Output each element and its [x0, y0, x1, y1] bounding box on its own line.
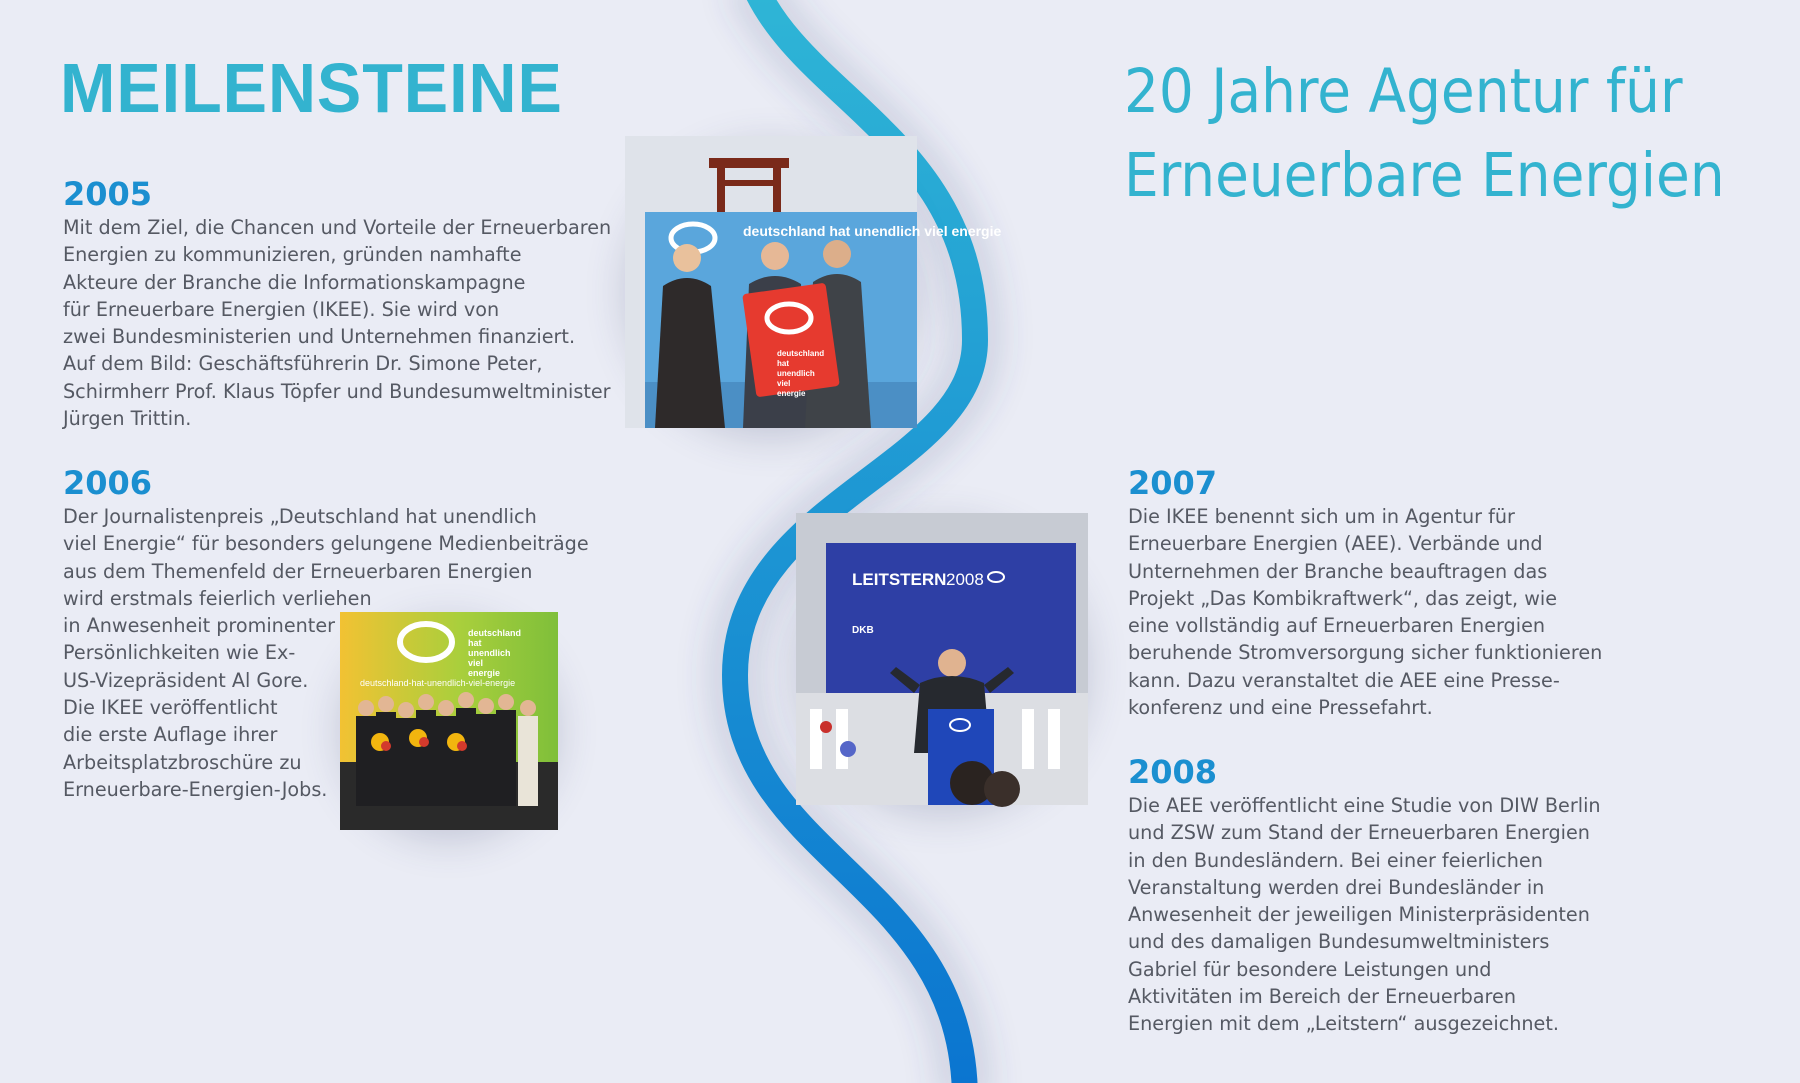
milestone-2008	[1128, 752, 1648, 1038]
title-line-1: 20 Jahre Agentur für	[1124, 56, 1683, 127]
sign-text-2005-4: viel	[777, 379, 791, 388]
milestone-text: Der Journalistenpreis „Deutschland hat unendlich viel Energie“ für besonders gelungene Medienbeiträge aus dem Themenfeld der Erneuerbaren Energien wird erstmals feierlich verliehen in Anwesenheit prominenter Persönlichkeiten wie Ex- US-Vizepräsident Al Gore. Die IKEE veröffentlicht die erste Auflage ihrer Arbeitsplatzbroschüre zu Erneuerbare-Energien-Jobs.	[63, 505, 589, 801]
milestone-2007	[1128, 463, 1648, 721]
title-line-2: Erneuerbare Energien	[1124, 140, 1725, 211]
milestone-text: Die AEE veröffentlicht eine Studie von DIW Berlin und ZSW zum Stand der Erneuerbaren Energien in den Bundesländern. Bei einer feierlichen Veranstaltung werden drei Bundesländer in Anwesenheit der jeweiligen Ministerpräsidenten und des damaligen Bundesumweltministers Gabriel für besondere Leistungen und Aktivitäten im Bereich der Erneuerbaren Energien mit dem „Leitstern“ ausgezeichnet.	[1128, 794, 1601, 1036]
milestone-year: 2006	[63, 464, 153, 502]
milestone-year: 2005	[63, 175, 153, 213]
page-headline: MEILENSTEINE	[60, 49, 563, 127]
page-title	[1124, 50, 1725, 218]
milestone-2005	[63, 174, 653, 432]
sign-text-2006-1: deutschland	[468, 628, 522, 638]
floor-text-2006: deutschland-hat-unendlich-viel-energie	[360, 678, 516, 688]
banner-text-2005: deutschland hat unendlich viel energie	[743, 223, 1002, 239]
sign-text-2006-5: energie	[468, 668, 501, 678]
sign-text-2006-4: viel	[468, 658, 484, 668]
milestone-text: Die IKEE benennt sich um in Agentur für Erneuerbare Energien (AEE). Verbände und Unternehmen der Branche beauftragen das Projekt „Das Kombikraftwerk“, das zeigt, wie eine vollständig auf Erneuerbaren Energien beruhende Stromversorgung sicher funktionieren kann. Dazu veranstaltet die AEE eine Presse- konferenz und eine Pressefahrt.	[1128, 505, 1603, 720]
sign-text-2006-3: unendlich	[468, 648, 511, 658]
sponsor-text-2008: DKB	[852, 625, 874, 636]
sign-text-2005-3: unendlich	[777, 369, 815, 378]
banner-text-2008: LEITSTERN	[852, 570, 947, 589]
sign-text-2005-5: energie	[777, 389, 806, 398]
photo-2005	[625, 136, 1002, 428]
photo-2006	[340, 612, 558, 830]
milestone-text: Mit dem Ziel, die Chancen und Vorteile der Erneuerbaren Energien zu kommunizieren, gründen namhafte Akteure der Branche die Informationskampagne für Erneuerbare Energien (IKEE). Sie wird von zwei Bundesministerien und Unternehmen finanziert. Auf dem Bild: Geschäftsführerin Dr. Simone Peter, Schirmherr Prof. Klaus Töpfer und Bundesumweltminister Jürgen Trittin.	[63, 216, 612, 431]
sign-text-2005-2: hat	[777, 359, 789, 368]
sign-text-2005-1: deutschland	[777, 349, 825, 358]
milestone-year: 2008	[1128, 753, 1218, 791]
photo-2008	[796, 513, 1088, 805]
banner-year-2008: 2008	[946, 570, 984, 589]
milestone-year: 2007	[1128, 464, 1218, 502]
sign-text-2006-2: hat	[468, 638, 482, 648]
